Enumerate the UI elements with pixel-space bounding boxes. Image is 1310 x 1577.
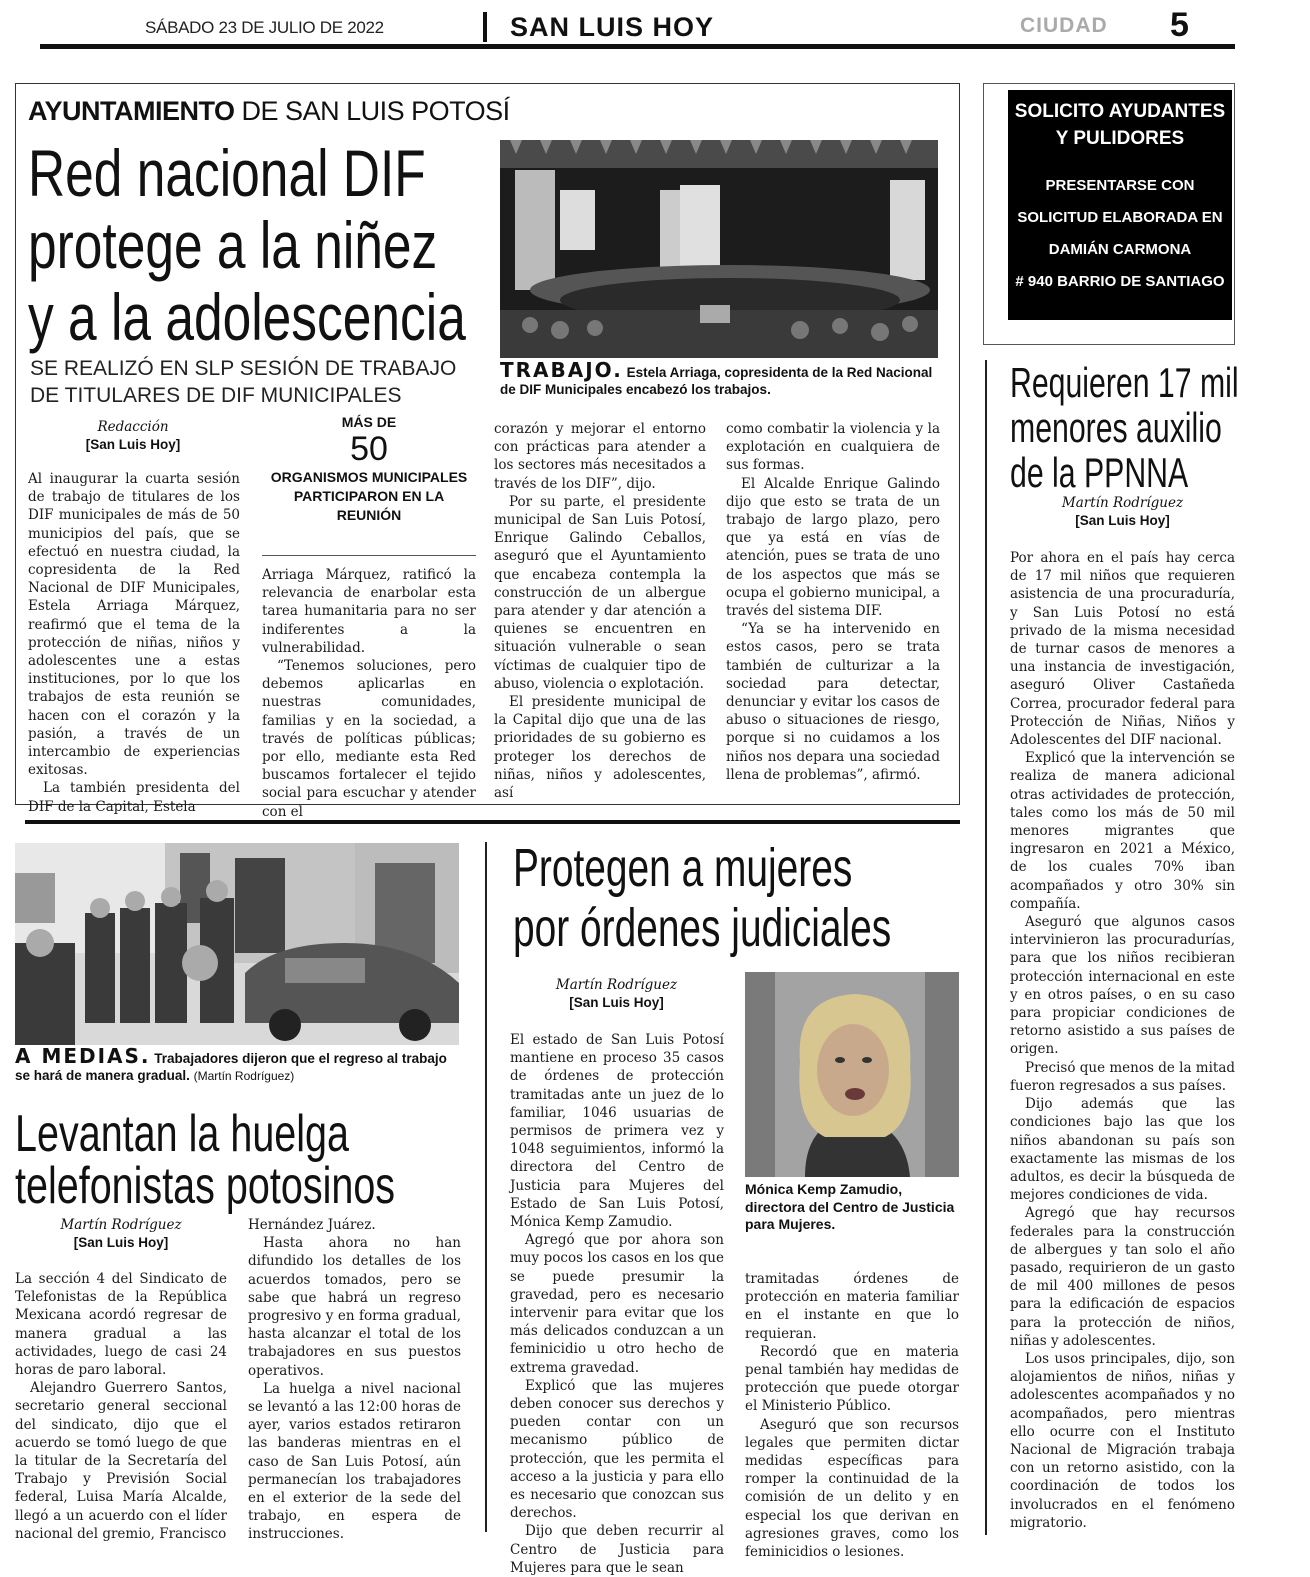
paragraph: corazón y mejorar el entorno con prácticas para atender a los sectores más necesitados a través de los DIF”, dijo. [494, 421, 706, 492]
dif-col-2 [262, 566, 476, 821]
women-headline-line: por órdenes judiciales [513, 898, 892, 958]
kemp-photo-image [745, 972, 959, 1177]
paragraph: Agregó que por ahora son muy pocos los casos en los que se puede presumir la gravedad, pero es necesario intervenir para evitar que los más delicados conduzcan a un feminicidio u otro hecho de extrema gravedad. [510, 1232, 724, 1376]
ad-line: # 940 BARRIO DE SANTIAGO [1015, 273, 1225, 290]
photo-credit: (Martín Rodríguez) [193, 1069, 295, 1083]
paragraph: Al inaugurar la cuarta sesión de trabajo de titulares de los DIF municipales de más de 50 municipios del país, que se efectuó en nuestra ciudad, la copresidenta de la Red Nacional de DIF Municipales, Estela Arriaga Márquez, reafirmó que el tema de la protección de niñas, niños y adolescentes une a estas instituciones, por lo que los trabajos de esta reunión se hacen con el corazón y la pasión, a través de un intercambio de experiencias exitosas. [28, 471, 240, 779]
strike-headline-line: telefonistas potosinos [15, 1157, 396, 1215]
ad-line: SOLICITO AYUDANTES [1014, 101, 1226, 122]
caption-key: A MEDIAS. [15, 1044, 151, 1068]
paragraph: Hernández Juárez. [248, 1217, 376, 1233]
paragraph: La también presidenta del DIF de la Capital, Estela [28, 780, 240, 815]
paragraph: Aseguró que son recursos legales que permiten dictar medidas específicas para romper la continuidad de la comisión de un delito y en especial los que derivan en agresiones graves, como los feminicidios o lesiones. [745, 1416, 959, 1561]
paragraph: El presidente municipal de la Capital dijo que una de las prioridades de su gobierno es proteger los derechos de niñas, niños y adolescentes, así [494, 694, 706, 802]
caption-text: Estela Arriaga, copresidenta de la Red Nacional de DIF Municipales encabezó los trabajos. [500, 365, 933, 397]
byline-name: Redacción [97, 419, 169, 435]
strike-photo-image [15, 843, 459, 1045]
dif-photo-caption [500, 358, 940, 398]
header-rule [40, 44, 1235, 49]
ad-line: DAMIÁN CARMONA [1048, 241, 1192, 258]
paragraph: Explicó que las mujeres deben conocer sus derechos y pueden contar con un mecanismo público de protección, que les permita el acceso a la justicia y para ello es necesario que conozcan sus derechos. [510, 1377, 724, 1522]
paragraph: “Tenemos soluciones, pero debemos aplicarlas en nuestras comunidades, familias y en la sociedad, a través de políticas públicas; por ello, mediante esta Red buscamos fortalecer el tejido social para escuchar y atender con el [262, 658, 476, 820]
ppnna-headline-line: de la PPNNA [1010, 449, 1189, 496]
classified-ad [1008, 90, 1232, 320]
women-headline [513, 838, 1113, 958]
strike-photo-caption [15, 1044, 465, 1085]
paragraph: “Ya se ha intervenido en estos casos, pero se trata también de culturizar a la sociedad para detectar, denunciar y evitar los casos de abuso o situaciones de riesgo, porque si no cuidamos a los niños nos depara una sociedad llena de problemas”, afirmó. [726, 621, 940, 783]
paragraph: El estado de San Luis Potosí mantiene en proceso 35 casos de órdenes de protección tramitadas ante un juez de lo familiar, 1046 usuarias de permisos de primera vez y 1048 seguimientos, informó la directora del Centro de Justicia para Mujeres del Estado de San Luis Potosí, Mónica Kemp Zamudio. [510, 1032, 724, 1231]
dif-headline-line: protege a la niñez [28, 208, 438, 282]
caption-text: Trabajadores dijeron que el regreso al trabajo se hará de manera gradual. [15, 1051, 447, 1083]
strike-col-1 [15, 1270, 227, 1543]
ppnna-headline [1010, 360, 1310, 495]
byline-name: Martín Rodríguez [1061, 495, 1184, 511]
byline-outlet: [San Luis Hoy] [73, 1235, 169, 1250]
paragraph: El Alcalde Enrique Galindo dijo que esto se trata de un trabajo de largo plazo, pero que ya está en vías de atención, pues se trata de uno de los aspectos que más se ocupa el gobierno municipal, a través del sistema DIF. [726, 475, 940, 620]
byline-outlet: [San Luis Hoy] [85, 437, 181, 452]
ad-line: SOLICITUD ELABORADA EN [1017, 209, 1223, 226]
dif-col-4 [726, 420, 940, 784]
paragraph: Dijo que deben recurrir al Centro de Justicia para Mujeres para que le sean [510, 1523, 724, 1576]
dif-subhead-line: DE TITULARES DE DIF MUNICIPALES [30, 384, 402, 407]
paper-name: SAN LUIS HOY [510, 12, 715, 42]
factbox-rule [262, 555, 476, 556]
factbox-number: 50 [350, 430, 388, 468]
paragraph: Explicó que la intervención se realiza de manera adicional otras actividades de protección, tales como los más de 50 mil menores migrantes que ingresaron en 2021 a México, de los cuales 70% iban acompañados y otro 30% sin compañía. [1010, 750, 1235, 912]
dif-photo-image [500, 140, 938, 358]
paragraph: Precisó que menos de la mitad fueron regresados a sus países. [1010, 1059, 1236, 1094]
strike-headline-line: Levantan la huelga [15, 1105, 350, 1163]
kicker-rest: DE SAN LUIS POTOSÍ [241, 96, 510, 126]
women-headline-line: Protegen a mujeres [513, 838, 853, 898]
women-byline [510, 976, 723, 1012]
paragraph: Hasta ahora no han difundido los detalles de los acuerdos tomados, pero se sabe que habrá un regreso progresivo y en forma gradual, hasta alcanzar el total de los trabajadores en sus puestos operativos. [248, 1235, 461, 1379]
paragraph: Los usos principales, dijo, son alojamientos de niños, niñas y adolescentes acompañados y no acompañados, pero mientras ello ocurre con el Instituto Nacional de Migración trabaja con un retorno asistido, con la coordinación de todos los involucrados en el fenómeno migratorio. [1010, 1350, 1235, 1531]
dif-kicker [28, 96, 510, 127]
section-name: CIUDAD [1020, 14, 1108, 37]
paragraph: tramitadas órdenes de protección en materia familiar en el instante en que lo requieran. [745, 1271, 959, 1342]
kicker-bold: AYUNTAMIENTO [28, 96, 235, 126]
ad-line: PRESENTARSE CON [1045, 177, 1195, 194]
header-date: SÁBADO 23 DE JULIO DE 2022 [145, 18, 384, 37]
factbox-pre: MÁS DE [341, 414, 397, 430]
women-col-2 [745, 1270, 959, 1561]
factbox-text: ORGANISMOS MUNICIPALES PARTICIPARON EN LA REUNIÓN [270, 469, 468, 523]
paragraph: Agregó que hay recursos federales para la construcción de albergues y tan solo el año pasado, requirieron de un gasto de mil 400 millones de pesos para la edificación de espacios para la protección de niños, niñas y adolescentes. [1010, 1205, 1235, 1349]
strike-byline [15, 1216, 227, 1252]
women-col-1 [510, 1031, 724, 1577]
caption-key: TRABAJO. [500, 358, 623, 382]
ppnna-body [1010, 549, 1235, 1532]
paragraph: Dijo además que las condiciones bajo las que los niños abandonan su país son exactamente las mismas de los adultos, es decir la búsqueda de mejores condiciones de vida. [1010, 1096, 1235, 1204]
ppnna-headline-line: menores auxilio [1010, 404, 1222, 451]
byline-name: Martín Rodríguez [60, 1217, 182, 1233]
ppnna-byline [1010, 494, 1235, 530]
paragraph: Arriaga Márquez, ratificó la relevancia de enarbolar esta tarea humanitaria para no ser indiferentes a la vulnerabilidad. [262, 567, 476, 656]
dif-headline-line: y a la adolescencia [28, 280, 466, 354]
dif-byline [28, 418, 238, 454]
byline-name: Martín Rodríguez [555, 977, 678, 993]
dif-headline-line: Red nacional DIF [28, 136, 426, 210]
section-rule [25, 820, 960, 824]
paragraph: Alejandro Guerrero Santos, secretario general seccional del sindicato, dijo que el acuerdo se tomó luego de que la titular de la Secretaría del Trabajo y Previsión Social federal, Luisa María Alcalde, llegó a un acuerdo con el líder nacional del gremio, Francisco [15, 1380, 227, 1542]
paragraph: Por ahora en el país hay cerca de 17 mil niños que requieren asistencia de una procuraduría, y San Luis Potosí no está privado de la misma necesidad de turnar casos de menores a una instancia de investigación, aseguró Oliver Castañeda Correa, procurador federal para Protección de Niñas, Niños y Adolescentes del DIF nacional. [1010, 550, 1235, 749]
dif-subhead [30, 355, 456, 409]
page-header [40, 8, 1235, 48]
strike-col-2 [248, 1216, 461, 1544]
paragraph: Recordó que en materia penal también hay medidas de protección que puede otorgar el Ministerio Público. [745, 1343, 959, 1415]
dif-col-1 [28, 470, 240, 816]
ad-line: Y PULIDORES [1055, 128, 1185, 149]
byline-outlet: [San Luis Hoy] [1075, 513, 1170, 528]
paragraph: Por su parte, el presidente municipal de San Luis Potosí, Enrique Galindo Ceballos, aseguró que el Ayuntamiento que encabeza contempla la construcción de un albergue para atender y dar atención a quienes se encuentren en situación vulnerable o sean víctimas de cualquier tipo de abuso, violencia o explotación. [494, 493, 706, 692]
kemp-photo [745, 972, 959, 1177]
header-divider [483, 12, 487, 42]
kemp-photo-caption: Mónica Kemp Zamudio, directora del Centro de Justicia para Mujeres. [745, 1181, 955, 1232]
dif-col-3 [494, 420, 706, 802]
dif-factbox [262, 414, 476, 556]
page-number: 5 [1170, 6, 1189, 44]
dif-subhead-line: SE REALIZÓ EN SLP SESIÓN DE TRABAJO [30, 357, 457, 380]
dif-photo [500, 140, 938, 358]
ppnna-headline-line: Requieren 17 mil [1010, 359, 1239, 406]
byline-outlet: [San Luis Hoy] [569, 995, 664, 1010]
paragraph: como combatir la violencia y la explotación en cualquiera de sus formas. [726, 421, 940, 474]
strike-photo [15, 843, 459, 1045]
paragraph: La huelga a nivel nacional se levantó a las 12:00 horas de ayer, varios estados retiraron las banderas mientras en el caso de San Luis Potosí, aún permanecían los trabajadores en el exterior de la sede del trabajo, en espera de instrucciones. [248, 1380, 461, 1543]
paragraph: Aseguró que algunos casos intervinieron las procuradurías, para que los niños recibieran protección internacional en este y en otros países, o en su caso para propiciar condiciones de retorno asistido a sus países de origen. [1010, 914, 1235, 1058]
paragraph: La sección 4 del Sindicato de Telefonistas de la República Mexicana acordó regresar de manera gradual a las actividades, luego de casi 24 horas de paro laboral. [15, 1271, 227, 1379]
